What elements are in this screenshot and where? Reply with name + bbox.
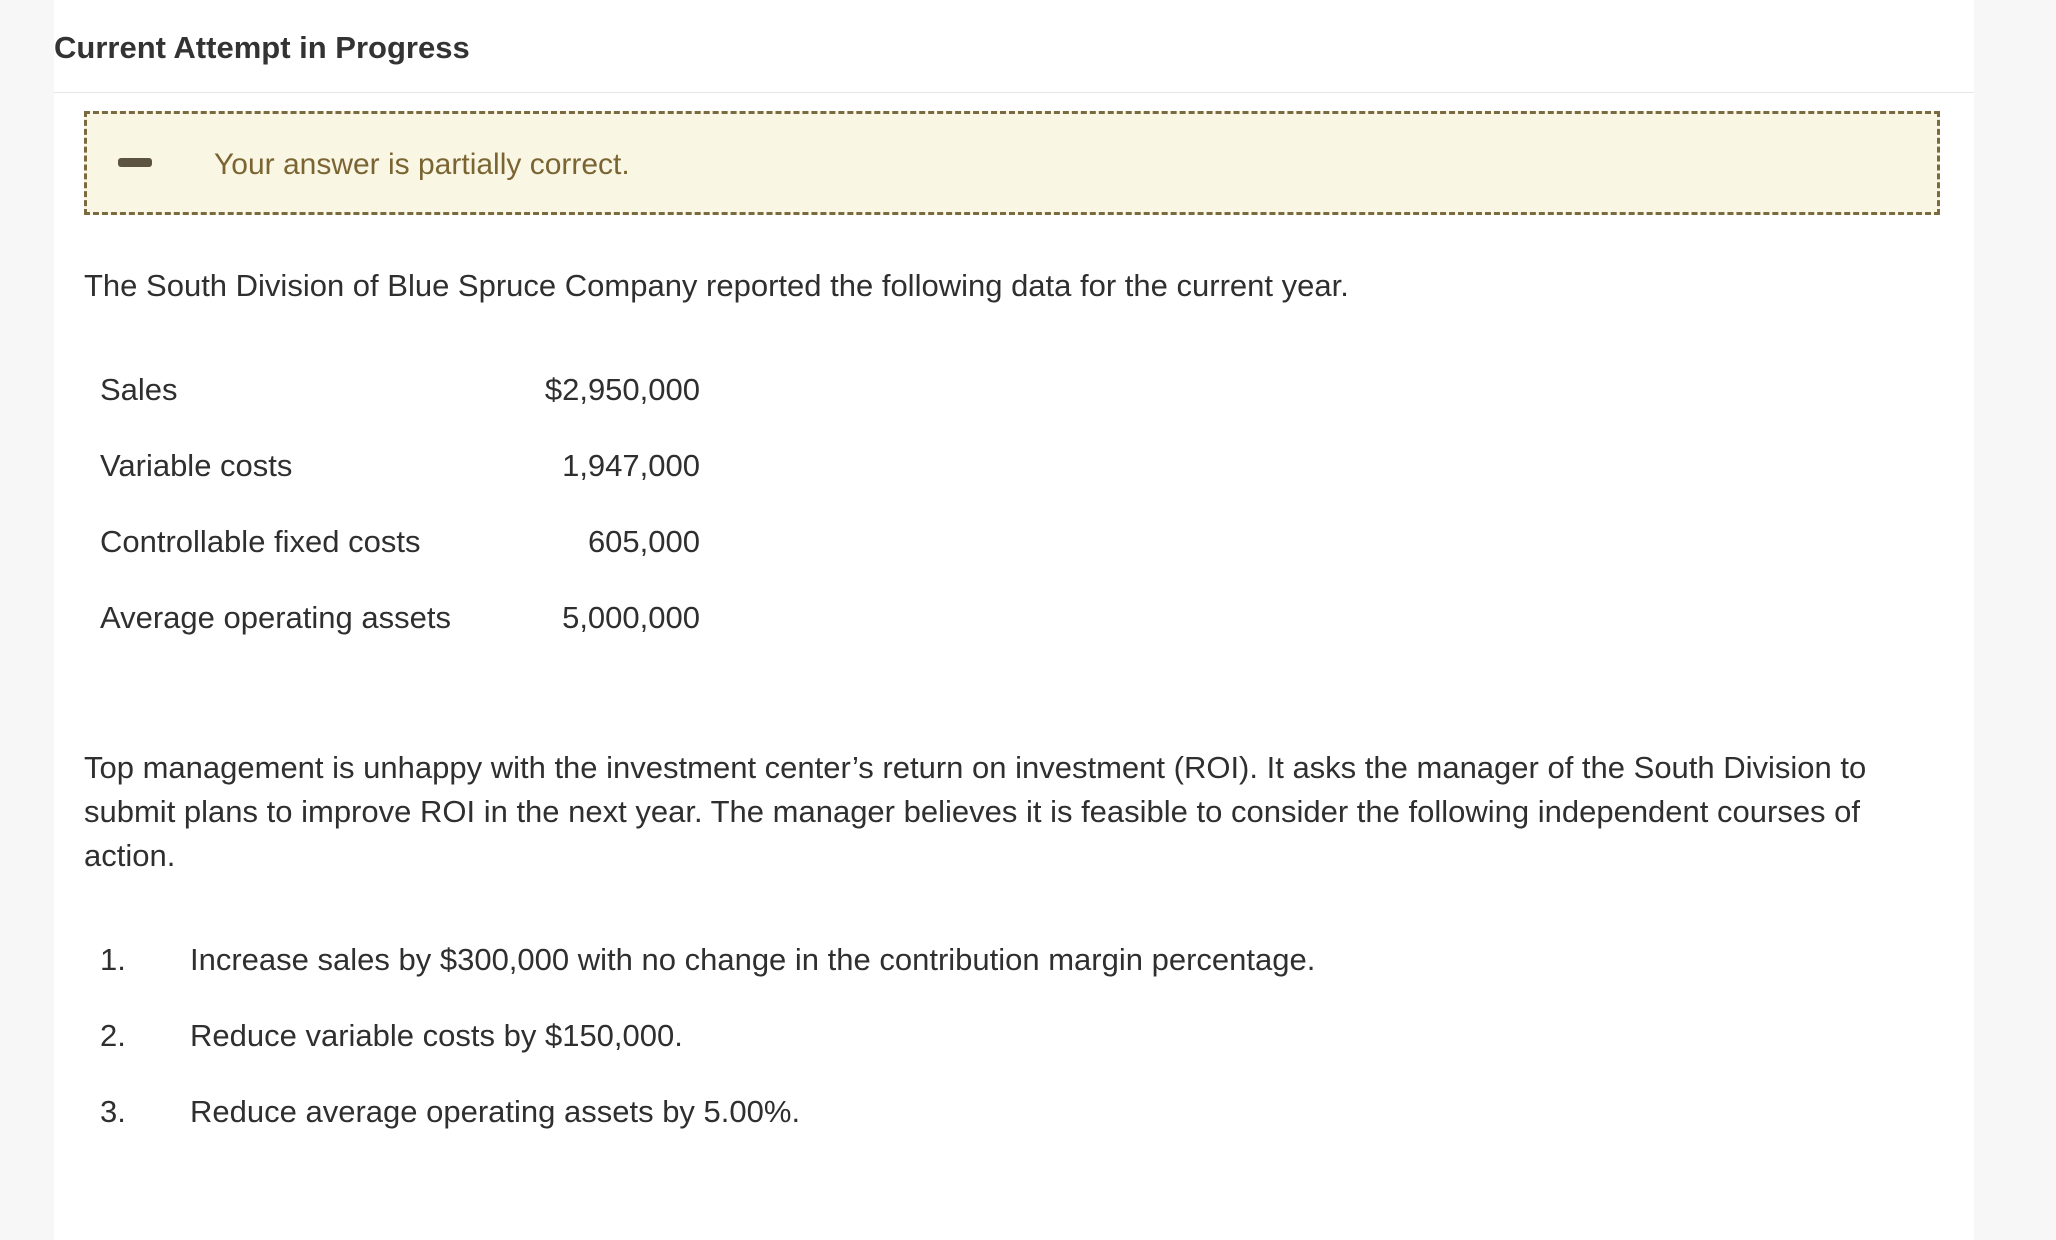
question-panel bbox=[54, 0, 1974, 1240]
list-item bbox=[100, 934, 1600, 1010]
data-row bbox=[100, 356, 700, 432]
feedback-message: Your answer is partially correct. bbox=[214, 148, 630, 181]
feedback-banner bbox=[84, 111, 1940, 215]
data-value: 5,000,000 bbox=[562, 600, 700, 635]
data-label: Controllable fixed costs bbox=[100, 524, 421, 559]
action-text: Reduce average operating assets by 5.00%. bbox=[190, 1094, 801, 1129]
action-text: Increase sales by $300,000 with no change in the contribution margin percentage. bbox=[190, 942, 1316, 977]
action-number: 2. bbox=[100, 1018, 126, 1053]
data-label: Sales bbox=[100, 372, 178, 407]
data-row bbox=[100, 508, 700, 584]
data-value: 1,947,000 bbox=[562, 448, 700, 483]
list-item bbox=[100, 1086, 1600, 1162]
action-number: 3. bbox=[100, 1094, 126, 1129]
minus-icon bbox=[118, 158, 152, 167]
list-item bbox=[100, 1010, 1600, 1086]
data-row bbox=[100, 584, 700, 660]
attempt-header bbox=[54, 0, 1974, 93]
data-label: Average operating assets bbox=[100, 600, 451, 635]
problem-context: Top management is unhappy with the investment center’s return on investment (ROI). It asks the manager of the South Division to submit plans to improve ROI in the next year. The manager believes it is feasible to consider the following independent courses of action. bbox=[84, 750, 1867, 873]
attempt-title: Current Attempt in Progress bbox=[54, 30, 470, 65]
action-text: Reduce variable costs by $150,000. bbox=[190, 1018, 683, 1053]
action-number: 1. bbox=[100, 942, 126, 977]
action-list bbox=[100, 934, 1600, 1162]
data-value: 605,000 bbox=[587, 524, 700, 559]
problem-intro: The South Division of Blue Spruce Company reported the following data for the current year. bbox=[84, 268, 1349, 303]
data-row bbox=[100, 432, 700, 508]
data-label: Variable costs bbox=[100, 448, 293, 483]
data-value: $2,950,000 bbox=[544, 372, 700, 407]
data-table bbox=[100, 356, 700, 660]
